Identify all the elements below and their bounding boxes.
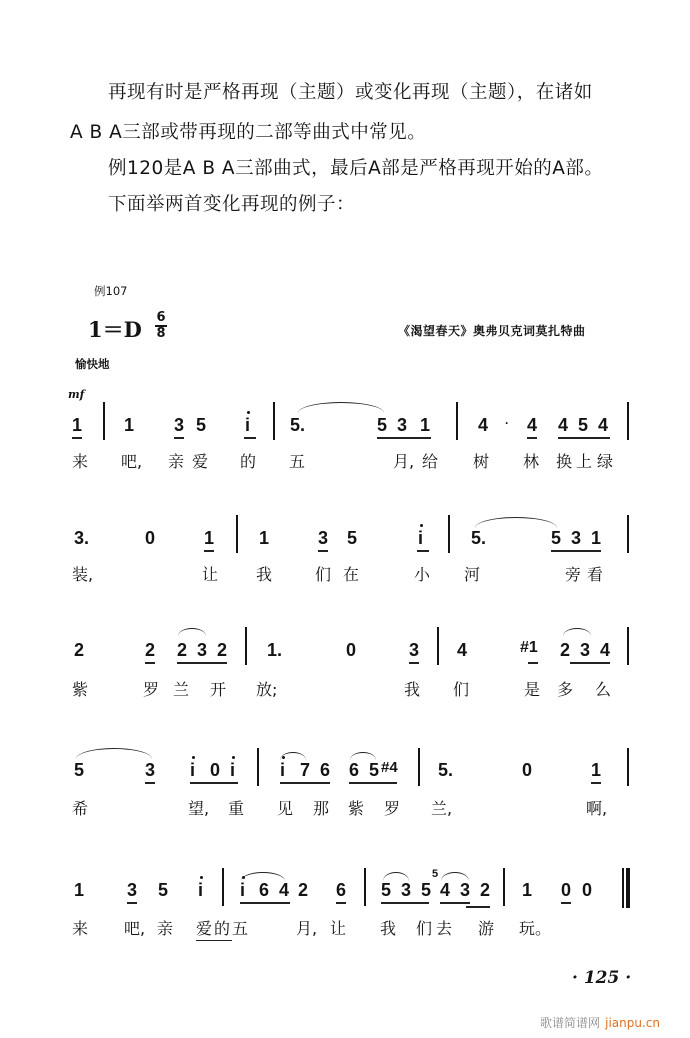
lyric: 我	[380, 919, 397, 938]
note: 1	[124, 415, 135, 435]
note: 5	[158, 880, 169, 900]
note: 1	[522, 880, 533, 900]
lyric: 的	[214, 919, 231, 938]
lyric: 五	[289, 452, 306, 471]
note: 3	[460, 880, 471, 900]
tie-slur	[475, 517, 557, 528]
note: 7	[300, 760, 311, 780]
note: 3	[580, 640, 591, 660]
underline	[527, 437, 537, 439]
note: 3	[174, 415, 185, 435]
lyric: 亲	[157, 919, 174, 938]
note: 0	[522, 760, 533, 780]
note: 5	[421, 880, 432, 900]
underline	[591, 782, 601, 784]
lyric: 上	[576, 452, 593, 471]
lyric: 树	[473, 452, 490, 471]
lyric: 让	[202, 565, 219, 584]
underline	[318, 550, 328, 552]
final-barline-thin	[622, 868, 624, 908]
lyric: 爱	[196, 919, 213, 938]
lyric: 吧,	[124, 919, 146, 938]
underline	[190, 782, 238, 784]
lyric: 那	[313, 799, 330, 818]
note: 3.	[74, 528, 90, 548]
watermark-cn: 歌谱简谱网	[540, 1016, 601, 1030]
final-barline-thick	[626, 868, 630, 908]
note: 2	[560, 640, 571, 660]
slur	[178, 628, 206, 636]
note: 1	[74, 880, 85, 900]
slur	[350, 752, 376, 760]
note: 4	[440, 880, 451, 900]
double-underline	[466, 906, 490, 908]
barline	[437, 627, 439, 665]
octave-dot	[247, 411, 250, 414]
lyric: 兰	[173, 680, 190, 699]
note: 3	[127, 880, 138, 900]
note: 0	[346, 640, 357, 660]
tie-slur	[76, 748, 152, 759]
lyric: 我	[256, 565, 273, 584]
note: 2	[74, 640, 85, 660]
underline	[145, 782, 155, 784]
lyric: 我	[404, 680, 421, 699]
note: 1	[72, 415, 83, 435]
note: 6	[349, 760, 360, 780]
underline	[377, 437, 431, 439]
note: 5	[377, 415, 388, 435]
note: 0	[561, 880, 572, 900]
barline	[236, 515, 238, 553]
underline	[145, 662, 155, 664]
lyric: 们	[453, 680, 470, 699]
lyric: 吧,	[121, 452, 143, 471]
time-signature-top: 6	[156, 310, 166, 325]
octave-dot	[192, 756, 195, 759]
underline	[204, 550, 214, 552]
lyric: 月,	[296, 919, 318, 938]
lyric: 月,	[393, 452, 415, 471]
paragraph-line-2: A B A三部或带再现的二部等曲式中常见。	[70, 122, 427, 143]
lyric: 罗	[384, 799, 401, 818]
note-high: i	[418, 528, 424, 548]
underline	[417, 550, 429, 552]
lyric: 在	[343, 565, 360, 584]
lyric: 罗	[143, 680, 160, 699]
note: 1	[591, 760, 602, 780]
lyric: 开	[210, 680, 227, 699]
tempo-marking: 愉快地	[75, 357, 110, 371]
lyric: 旁	[565, 565, 582, 584]
underline	[381, 902, 429, 904]
lyric: 亲	[168, 452, 185, 471]
grace-note: 5	[432, 868, 439, 880]
note: 5	[347, 528, 358, 548]
note: 5	[578, 415, 589, 435]
lyric: 绿	[597, 452, 614, 471]
lyric: 去	[436, 919, 453, 938]
lyric: 五	[232, 919, 249, 938]
lyric: 来	[72, 919, 89, 938]
time-signature	[155, 312, 167, 340]
underline	[561, 902, 571, 904]
note: 1	[420, 415, 431, 435]
barline	[627, 402, 629, 440]
note: 4	[527, 415, 538, 435]
note: 2	[145, 640, 156, 660]
underline	[127, 902, 137, 904]
lyric: 么	[595, 680, 612, 699]
note: 3	[397, 415, 408, 435]
note: 5.	[438, 760, 454, 780]
lyric: 望,	[188, 799, 210, 818]
song-title-composer: 《渴望春天》奥弗贝克词莫扎特曲	[398, 324, 586, 338]
lyric: 看	[587, 565, 604, 584]
note: 5	[74, 760, 85, 780]
lyric: 见	[277, 799, 294, 818]
key-signature: 1＝D	[88, 317, 142, 342]
lyric: 游	[478, 919, 495, 938]
underline	[177, 662, 227, 664]
note: 2	[298, 880, 309, 900]
barline	[503, 868, 505, 906]
lyric: 放;	[256, 680, 278, 699]
barline	[456, 402, 458, 440]
lyric: 多	[557, 680, 574, 699]
note: 1	[259, 528, 270, 548]
lyric: 们	[416, 919, 433, 938]
underline	[558, 437, 610, 439]
note: 5.	[290, 415, 306, 435]
note: 1	[591, 528, 602, 548]
underline	[440, 902, 470, 904]
note: 5	[196, 415, 207, 435]
octave-dot	[232, 756, 235, 759]
note: 3	[197, 640, 208, 660]
barline	[257, 748, 259, 786]
lyric: 小	[414, 565, 431, 584]
lyric: 林	[523, 452, 540, 471]
lyric: 紫	[72, 680, 89, 699]
dynamic-marking: mf	[68, 388, 85, 401]
octave-dot	[242, 876, 245, 879]
watermark	[540, 1012, 660, 1031]
note: 6	[336, 880, 347, 900]
note: 5	[551, 528, 562, 548]
note: 1	[204, 528, 215, 548]
barline	[448, 515, 450, 553]
barline	[627, 627, 629, 665]
note: 0	[210, 760, 221, 780]
note: 2	[177, 640, 188, 660]
barline	[627, 748, 629, 786]
underline	[570, 662, 610, 664]
octave-dot	[282, 756, 285, 759]
note: 3	[318, 528, 329, 548]
note: 4	[600, 640, 611, 660]
note: 1.	[267, 640, 283, 660]
underline	[551, 550, 601, 552]
time-signature-bottom: 8	[156, 326, 166, 341]
note: 6	[259, 880, 270, 900]
note: 6	[320, 760, 331, 780]
note-sharp: #4	[381, 759, 398, 776]
octave-dot	[420, 524, 423, 527]
underline	[72, 437, 82, 439]
note: 3	[145, 760, 156, 780]
note-high: i	[190, 760, 196, 780]
barline	[245, 627, 247, 665]
lyric: 换	[556, 452, 573, 471]
lyric: 紫	[348, 799, 365, 818]
note: 4	[598, 415, 609, 435]
note: 0	[582, 880, 593, 900]
lyric: 让	[330, 919, 347, 938]
lyric: 重	[228, 799, 245, 818]
tie-slur	[298, 402, 384, 413]
lyric: 来	[72, 452, 89, 471]
dot: ·	[505, 416, 509, 430]
barline-dashed	[222, 868, 224, 906]
note: 5	[381, 880, 392, 900]
note: 5	[369, 760, 380, 780]
barline	[627, 515, 629, 553]
lyric: 希	[72, 799, 89, 818]
paragraph-line-3: 例120是A B A三部曲式，最后A部是严格再现开始的A部。	[108, 158, 604, 179]
octave-dot	[200, 876, 203, 879]
barline	[103, 402, 105, 440]
note-high: i	[198, 880, 204, 900]
watermark-en: jianpu.cn	[605, 1016, 660, 1030]
lyric: 爱	[192, 452, 209, 471]
underline	[244, 437, 256, 439]
underline	[349, 782, 397, 784]
slur	[563, 628, 591, 636]
lyric: 是	[524, 680, 541, 699]
lyric: 河	[464, 565, 481, 584]
note: 0	[145, 528, 156, 548]
underline	[336, 902, 346, 904]
underline	[409, 662, 419, 664]
note-sharp: #1	[520, 639, 538, 656]
underline	[528, 662, 538, 664]
lyric: 兰,	[431, 799, 453, 818]
lyric: 的	[240, 452, 257, 471]
lyric: 装,	[72, 565, 94, 584]
lyric: 给	[422, 452, 439, 471]
note: 4	[457, 640, 468, 660]
paragraph-line-4: 下面举两首变化再现的例子：	[108, 194, 356, 215]
note: 4	[279, 880, 290, 900]
paragraph-line-1: 再现有时是严格再现（主题）或变化再现（主题），在诸如	[108, 82, 593, 103]
barline	[364, 868, 366, 906]
barline	[273, 402, 275, 440]
note-high: i	[230, 760, 236, 780]
lyric: 啊,	[586, 799, 608, 818]
note: 5.	[471, 528, 487, 548]
barline	[418, 748, 420, 786]
note-high: i	[240, 880, 246, 900]
note-high: i	[245, 415, 251, 435]
underline	[174, 437, 184, 439]
lyric: 玩。	[519, 919, 552, 938]
page-number: · 125 ·	[572, 968, 632, 988]
note: 3	[401, 880, 412, 900]
lyric: 们	[315, 565, 332, 584]
note: 2	[217, 640, 228, 660]
underline	[280, 782, 330, 784]
example-label: 例107	[94, 284, 128, 298]
note: 3	[409, 640, 420, 660]
note: 2	[480, 880, 491, 900]
note: 4	[478, 415, 489, 435]
note-high: i	[280, 760, 286, 780]
lyric-underline	[196, 940, 232, 941]
note: 4	[558, 415, 569, 435]
note: 3	[571, 528, 582, 548]
underline	[240, 902, 290, 904]
